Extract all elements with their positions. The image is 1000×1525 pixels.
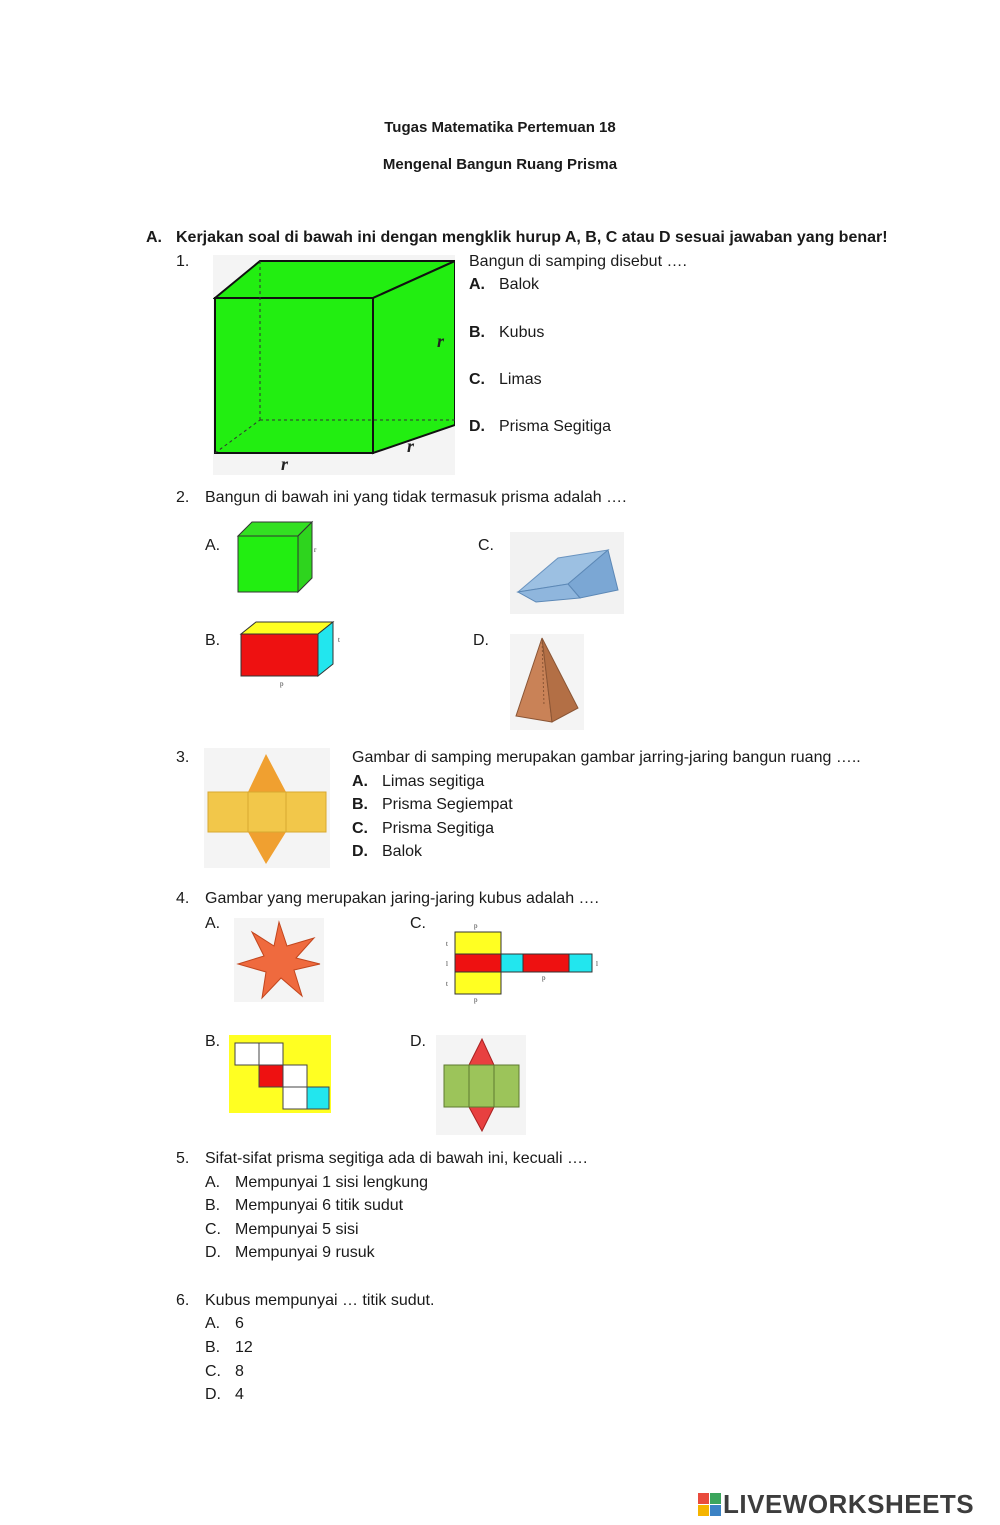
q5-number: 5. bbox=[176, 1150, 190, 1167]
q2-triangular-prism-figure[interactable] bbox=[510, 532, 624, 614]
svg-text:p: p bbox=[474, 996, 478, 1004]
svg-text:l: l bbox=[446, 960, 448, 968]
q4-option-b[interactable]: B. bbox=[205, 1033, 221, 1050]
q5-option-d[interactable]: D. Mempunyai 9 rusuk bbox=[205, 1244, 375, 1261]
q2-option-a[interactable]: A. bbox=[205, 537, 221, 554]
q1-question-text: Bangun di samping disebut …. bbox=[469, 253, 687, 270]
q4-question-text: Gambar yang merupakan jaring-jaring kubus adalah …. bbox=[205, 890, 599, 907]
q6-question-text: Kubus mempunyai … titik sudut. bbox=[205, 1292, 435, 1309]
q6-option-d[interactable]: D. 4 bbox=[205, 1386, 244, 1403]
q1-option-d[interactable]: D. Prisma Segitiga bbox=[469, 418, 612, 435]
svg-text:t: t bbox=[446, 940, 448, 948]
svg-text:t: t bbox=[338, 636, 340, 644]
q2-number: 2. bbox=[176, 489, 190, 506]
svg-text:p: p bbox=[280, 680, 284, 688]
q1-option-b[interactable]: B. Kubus bbox=[469, 324, 545, 341]
svg-text:p: p bbox=[542, 974, 546, 982]
q4-option-a[interactable]: A. bbox=[205, 915, 221, 932]
q4-cuboid-net-figure[interactable] bbox=[440, 918, 602, 1004]
q6-option-b[interactable]: B. 12 bbox=[205, 1339, 253, 1356]
q1-edge-label-bottom: r bbox=[281, 454, 289, 474]
q4-option-d[interactable]: D. bbox=[410, 1033, 426, 1050]
q2-option-b[interactable]: B. bbox=[205, 632, 221, 649]
q3-option-a[interactable]: A. Limas segitiga bbox=[352, 773, 485, 790]
svg-text:t: t bbox=[446, 980, 448, 988]
q2-option-c[interactable]: C. bbox=[478, 537, 494, 554]
q4-number: 4. bbox=[176, 890, 190, 907]
page-title: Tugas Matematika Pertemuan 18 bbox=[384, 119, 616, 136]
q4-cube-net-figure[interactable] bbox=[229, 1035, 331, 1113]
q2-pyramid-figure[interactable] bbox=[510, 634, 584, 730]
q3-option-b[interactable]: B. Prisma Segiempat bbox=[352, 796, 513, 813]
q4-option-c[interactable]: C. bbox=[410, 915, 426, 932]
section-label: A. bbox=[146, 229, 162, 246]
q5-option-c[interactable]: C. Mempunyai 5 sisi bbox=[205, 1221, 359, 1238]
q2-cuboid-figure[interactable] bbox=[238, 618, 348, 688]
q6-option-c[interactable]: C. 8 bbox=[205, 1363, 244, 1380]
q3-net-figure bbox=[204, 748, 330, 868]
q2-question-text: Bangun di bawah ini yang tidak termasuk prisma adalah …. bbox=[205, 489, 627, 506]
q3-question-text: Gambar di samping merupakan gambar jarring-jaring bangun ruang ….. bbox=[352, 749, 861, 766]
q1-edge-label-right: r bbox=[437, 331, 445, 351]
q3-option-d[interactable]: D. Balok bbox=[352, 843, 423, 860]
q1-option-a[interactable]: A. Balok bbox=[469, 276, 540, 293]
q1-option-c[interactable]: C. Limas bbox=[469, 371, 542, 388]
q1-number: 1. bbox=[176, 253, 190, 270]
q6-option-a[interactable]: A. 6 bbox=[205, 1315, 244, 1332]
page-subtitle: Mengenal Bangun Ruang Prisma bbox=[382, 156, 618, 173]
q3-number: 3. bbox=[176, 749, 190, 766]
q4-triangular-prism-net-figure[interactable] bbox=[436, 1035, 526, 1135]
q2-option-d[interactable]: D. bbox=[473, 632, 489, 649]
q6-number: 6. bbox=[176, 1292, 190, 1309]
svg-text:r: r bbox=[314, 546, 317, 554]
q5-option-a[interactable]: A. Mempunyai 1 sisi lengkung bbox=[205, 1174, 428, 1191]
logo-text: LIVEWORKSHEETS bbox=[723, 1489, 975, 1519]
q5-question-text: Sifat-sifat prisma segitiga ada di bawah ini, kecuali …. bbox=[205, 1150, 588, 1167]
logo-blocks-icon bbox=[697, 1492, 723, 1518]
q4-star-figure[interactable] bbox=[234, 918, 324, 1002]
svg-text:l: l bbox=[596, 960, 598, 968]
q1-cube-figure bbox=[213, 255, 455, 475]
q3-option-c[interactable]: C. Prisma Segitiga bbox=[352, 820, 495, 837]
q5-option-b[interactable]: B. Mempunyai 6 titik sudut bbox=[205, 1197, 404, 1214]
q1-edge-label-depth: r bbox=[407, 436, 415, 456]
q2-cube-figure[interactable] bbox=[236, 520, 320, 596]
section-instruction: Kerjakan soal di bawah ini dengan mengklik hurup A, B, C atau D sesuai jawaban yang benar! bbox=[176, 229, 888, 246]
svg-text:p: p bbox=[474, 922, 478, 930]
